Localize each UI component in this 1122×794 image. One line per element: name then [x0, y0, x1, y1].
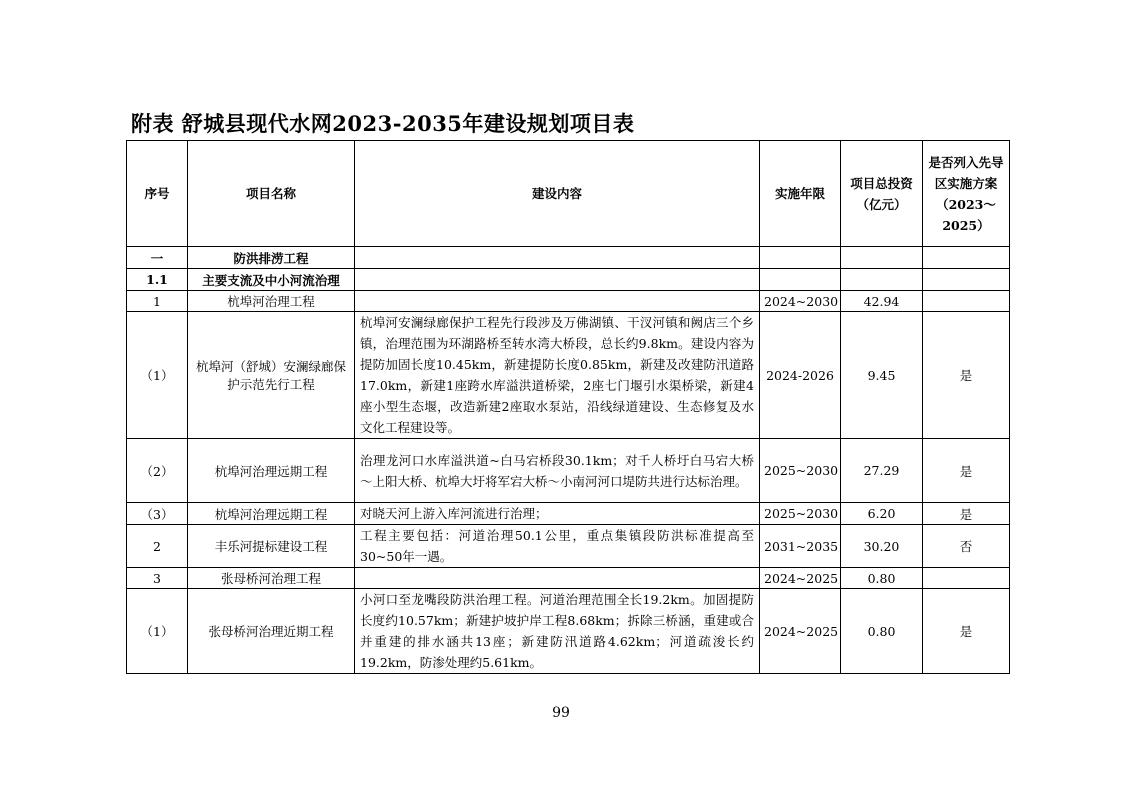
cell-period — [760, 247, 841, 269]
header-index: 序号 — [127, 141, 188, 247]
cell-investment: 30.20 — [841, 525, 923, 568]
cell-content — [355, 568, 760, 589]
cell-period: 2024~2025 — [760, 568, 841, 589]
header-content: 建设内容 — [355, 141, 760, 247]
cell-name: 杭埠河治理远期工程 — [188, 503, 355, 525]
cell-content — [355, 269, 760, 291]
cell-name: 张母桥河治理近期工程 — [188, 589, 355, 674]
cell-period: 2024~2030 — [760, 291, 841, 312]
cell-content — [355, 291, 760, 312]
cell-index: （3） — [127, 503, 188, 525]
cell-period — [760, 269, 841, 291]
cell-pilot — [923, 247, 1010, 269]
cell-index: 1 — [127, 291, 188, 312]
header-investment-line1: 项目总投资 — [850, 175, 913, 191]
cell-pilot: 是 — [923, 589, 1010, 674]
cell-pilot — [923, 269, 1010, 291]
cell-name: 主要支流及中小河流治理 — [188, 269, 355, 291]
cell-pilot: 是 — [923, 503, 1010, 525]
project-table — [126, 140, 1010, 674]
table-row — [127, 247, 1010, 269]
cell-index: （1） — [127, 312, 188, 439]
header-period: 实施年限 — [760, 141, 841, 247]
cell-content: 小河口至龙嘴段防洪治理工程。河道治理范围全长19.2km。加固提防长度约10.57km；新建护坡护岸工程8.68km；拆除三桥涵，重建或合并重建的排水涵共13座；新建防汛道路4.62km；河道疏浚长约19.2km，防渗处理约5.61km。 — [355, 589, 760, 674]
cell-investment: 0.80 — [841, 589, 923, 674]
cell-investment: 42.94 — [841, 291, 923, 312]
cell-period: 2024~2025 — [760, 589, 841, 674]
cell-period: 2024-2026 — [760, 312, 841, 439]
cell-investment: 6.20 — [841, 503, 923, 525]
table-row — [127, 503, 1010, 525]
cell-period: 2025~2030 — [760, 503, 841, 525]
cell-content — [355, 247, 760, 269]
header-investment-line2: （亿元） — [856, 196, 907, 212]
cell-period: 2025~2030 — [760, 439, 841, 503]
cell-pilot: 是 — [923, 312, 1010, 439]
cell-name: 防洪排涝工程 — [188, 247, 355, 269]
table-row — [127, 568, 1010, 589]
cell-investment: 0.80 — [841, 568, 923, 589]
cell-investment: 9.45 — [841, 312, 923, 439]
page-number: 99 — [552, 705, 570, 721]
cell-pilot: 是 — [923, 439, 1010, 503]
cell-investment — [841, 269, 923, 291]
cell-content: 治理龙河口水库溢洪道~白马宕桥段30.1km；对千人桥圩白马宕大桥～上阳大桥、杭埠大圩将军宕大桥～小南河河口堤防共进行达标治理。 — [355, 439, 760, 503]
cell-index: 一 — [127, 247, 188, 269]
cell-index: 3 — [127, 568, 188, 589]
cell-index: （2） — [127, 439, 188, 503]
cell-investment: 27.29 — [841, 439, 923, 503]
cell-investment — [841, 247, 923, 269]
table-row — [127, 589, 1010, 674]
cell-content: 杭埠河安澜绿廊保护工程先行段涉及万佛湖镇、干汊河镇和阙店三个乡镇，治理范围为环湖路桥至转水湾大桥段，总长约9.8km。建设内容为提防加固长度10.45km，新建提防长度0.85km，新建及改建防汛道路17.0km，新建1座跨水库溢洪道桥梁，2座七门堰引水渠桥梁，新建4座小型生态堰，改造新建2座取水泵站，沿线绿道建设、生态修复及水文化工程建设等。 — [355, 312, 760, 439]
table-header-row — [127, 141, 1010, 247]
cell-index: 1.1 — [127, 269, 188, 291]
cell-index: （1） — [127, 589, 188, 674]
cell-name: 丰乐河提标建设工程 — [188, 525, 355, 568]
cell-name: 杭埠河治理工程 — [188, 291, 355, 312]
header-investment — [841, 141, 923, 247]
cell-name: 杭埠河治理远期工程 — [188, 439, 355, 503]
cell-index: 2 — [127, 525, 188, 568]
header-name: 项目名称 — [188, 141, 355, 247]
cell-pilot: 否 — [923, 525, 1010, 568]
table-row — [127, 291, 1010, 312]
cell-content: 对晓天河上游入库河流进行治理； — [355, 503, 760, 525]
cell-pilot — [923, 291, 1010, 312]
table-row — [127, 312, 1010, 439]
table-row — [127, 439, 1010, 503]
page-title: 附表 舒城县现代水网2023-2035年建设规划项目表 — [131, 111, 635, 136]
cell-pilot — [923, 568, 1010, 589]
cell-content: 工程主要包括：河道治理50.1公里，重点集镇段防洪标准提高至30~50年一遇。 — [355, 525, 760, 568]
cell-period: 2031~2035 — [760, 525, 841, 568]
cell-name: 张母桥河治理工程 — [188, 568, 355, 589]
table-row — [127, 269, 1010, 291]
header-pilot: 是否列入先导区实施方案（2023～2025） — [923, 141, 1010, 247]
cell-name: 杭埠河（舒城）安澜绿廊保护示范先行工程 — [188, 312, 355, 439]
table-row — [127, 525, 1010, 568]
